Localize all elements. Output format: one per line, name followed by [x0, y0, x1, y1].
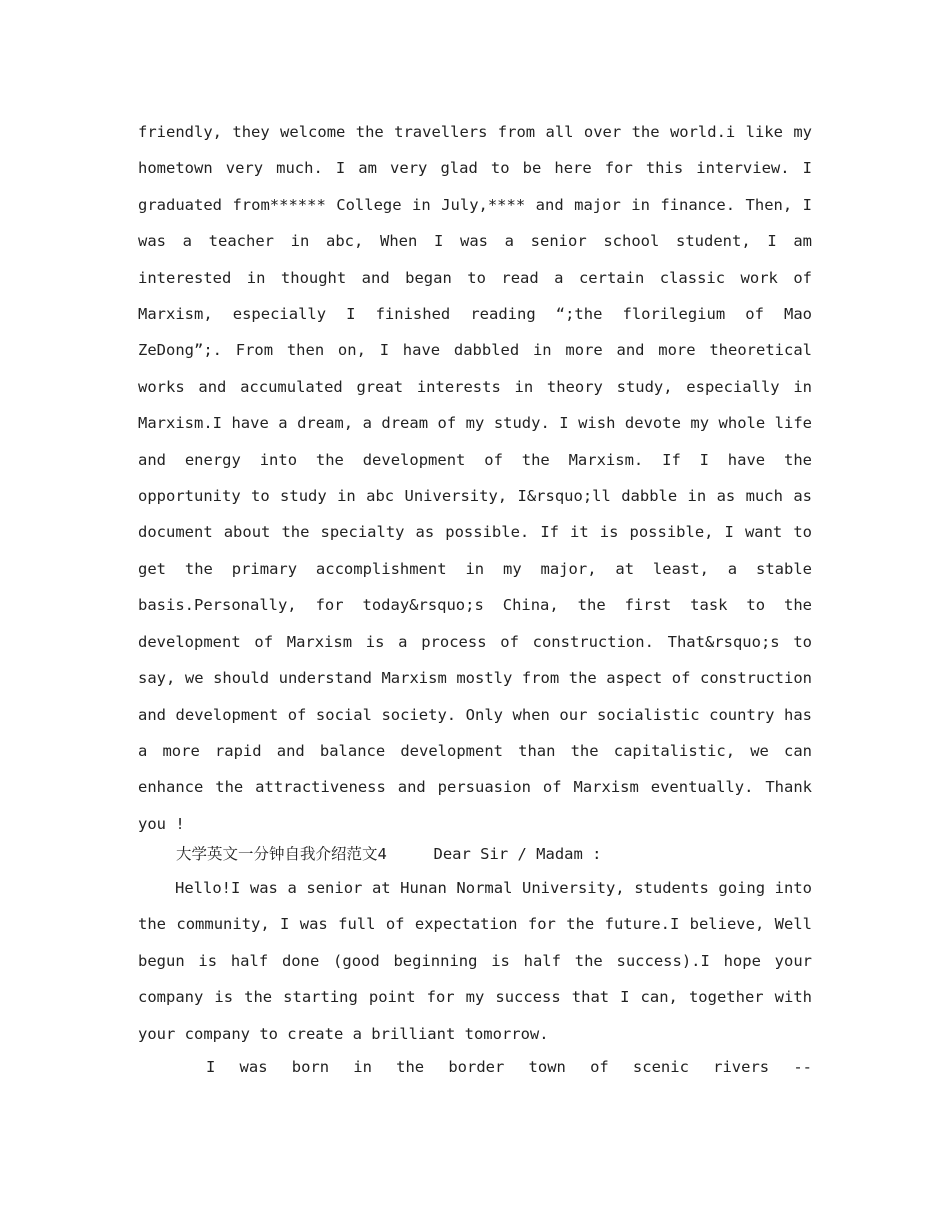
- body-paragraph-interview: friendly, they welcome the travellers from all over the world.i like my hometown very much. I am very glad to be here for this interview. I graduated from****** College in July,**** and major in finance. Then, I was a teacher in abc, When I was a senior school student, I am interested in thought and began to read a certain classic work of Marxism, especially I finished reading “;the florilegium of Mao ZeDong”;. From then on, I have dabbled in more and more theoretical works and accumulated great interests in theory study, especially in Marxism.I have a dream, a dream of my study. I wish devote my whole life and energy into the development of the Marxism. If I have the opportunity to study in abc University, I&rsquo;ll dabble in as much as document about the specialty as possible. If it is possible, I want to get the primary accomplishment in my major, at least, a stable basis.Personally, for today&rsquo;s China, the first task to the development of Marxism is a process of construction. That&rsquo;s to say, we should understand Marxism mostly from the aspect of construction and development of social society. Only when our socialistic country has a more rapid and balance development than the capitalistic, we can enhance the attractiveness and persuasion of Marxism eventually. Thank you !: [138, 123, 812, 833]
- body-paragraph-born: I was born in the border town of scenic rivers --: [206, 1058, 812, 1076]
- body-paragraph-hello: Hello!I was a senior at Hunan Normal University, students going into the community, I was full of expectation for the future.I believe, Well begun is half done (good beginning is half the success).I hope your company is the starting point for my success that I can, together with your company to create a brilliant tomorrow.: [138, 879, 812, 1043]
- section-heading: 大学英文一分钟自我介绍范文4: [176, 845, 387, 863]
- salutation: Dear Sir / Madam :: [433, 845, 602, 863]
- section-heading-line: [176, 842, 602, 866]
